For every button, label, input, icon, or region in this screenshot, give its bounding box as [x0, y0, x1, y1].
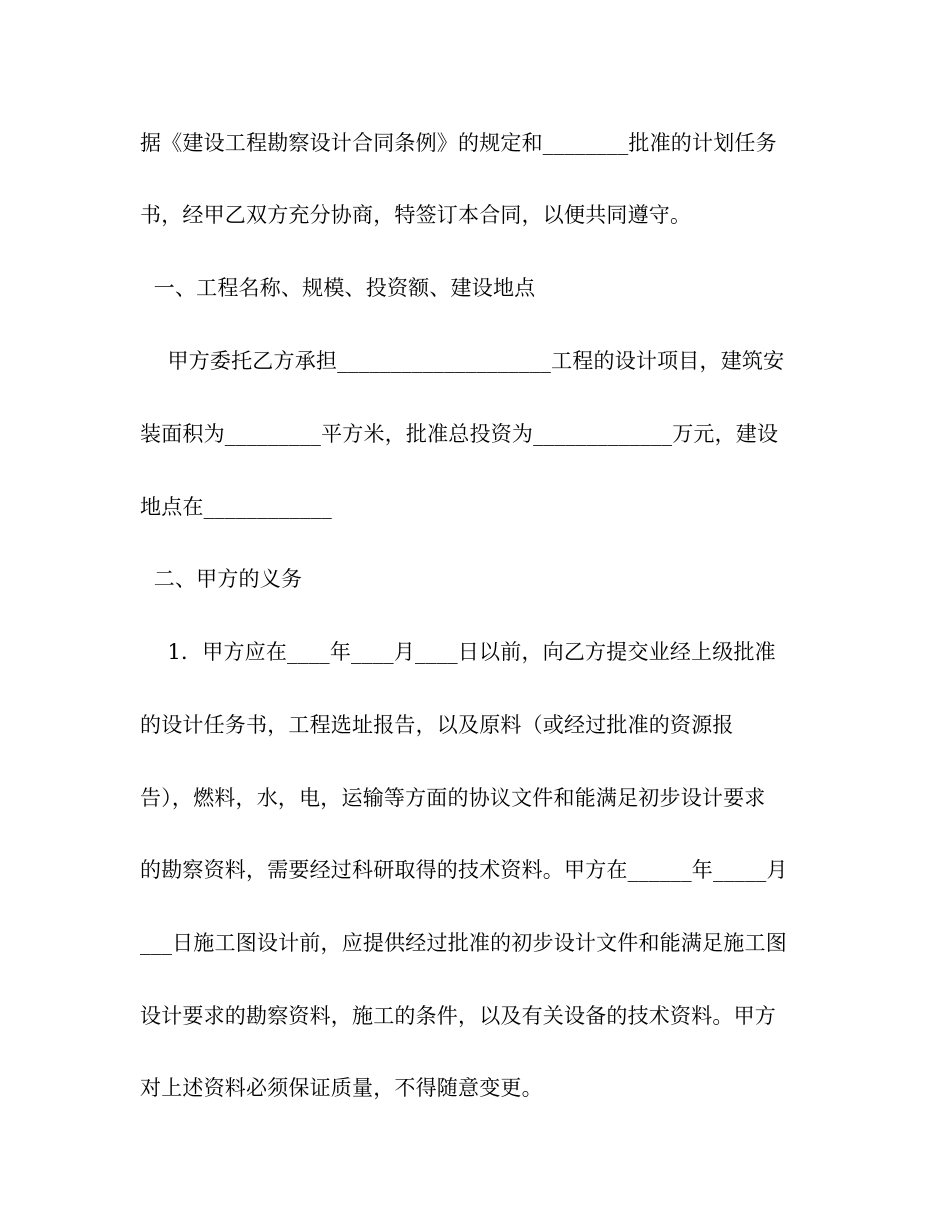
section-heading: 一、工程名称、规模、投资额、建设地点	[140, 276, 536, 300]
paragraph-line: 甲方委托乙方承担____________________工程的设计项目，建筑安	[140, 349, 785, 373]
paragraph-line: 对上述资料必须保证质量，不得随意变更。	[140, 1076, 543, 1100]
paragraph-line: 的勘察资料，需要经过科研取得的技术资料。甲方在______年_____月	[140, 858, 788, 882]
paragraph-line: 的设计任务书，工程选址报告，以及原料（或经过批准的资源报	[140, 713, 734, 737]
paragraph-line: ___日施工图设计前，应提供经过批准的初步设计文件和能满足施工图	[140, 931, 787, 955]
section-heading: 二、甲方的义务	[140, 567, 303, 591]
paragraph-line: 装面积为_________平方米，批准总投资为_____________万元，建设	[140, 422, 779, 446]
paragraph-line: 地点在____________	[140, 495, 332, 519]
paragraph-line: 告），燃料，水，电，运输等方面的协议文件和能满足初步设计要求	[140, 786, 766, 810]
paragraph-line: 据《建设工程勘察设计合同条例》的规定和________批准的计划任务	[140, 131, 777, 155]
paragraph-line: 1．甲方应在____年____月____日以前，向乙方提交业经上级批准	[140, 640, 776, 664]
paragraph-line: 设计要求的勘察资料，施工的条件，以及有关设备的技术资料。甲方	[140, 1004, 776, 1028]
paragraph-line: 书，经甲乙双方充分协商，特签订本合同，以便共同遵守。	[140, 203, 692, 227]
